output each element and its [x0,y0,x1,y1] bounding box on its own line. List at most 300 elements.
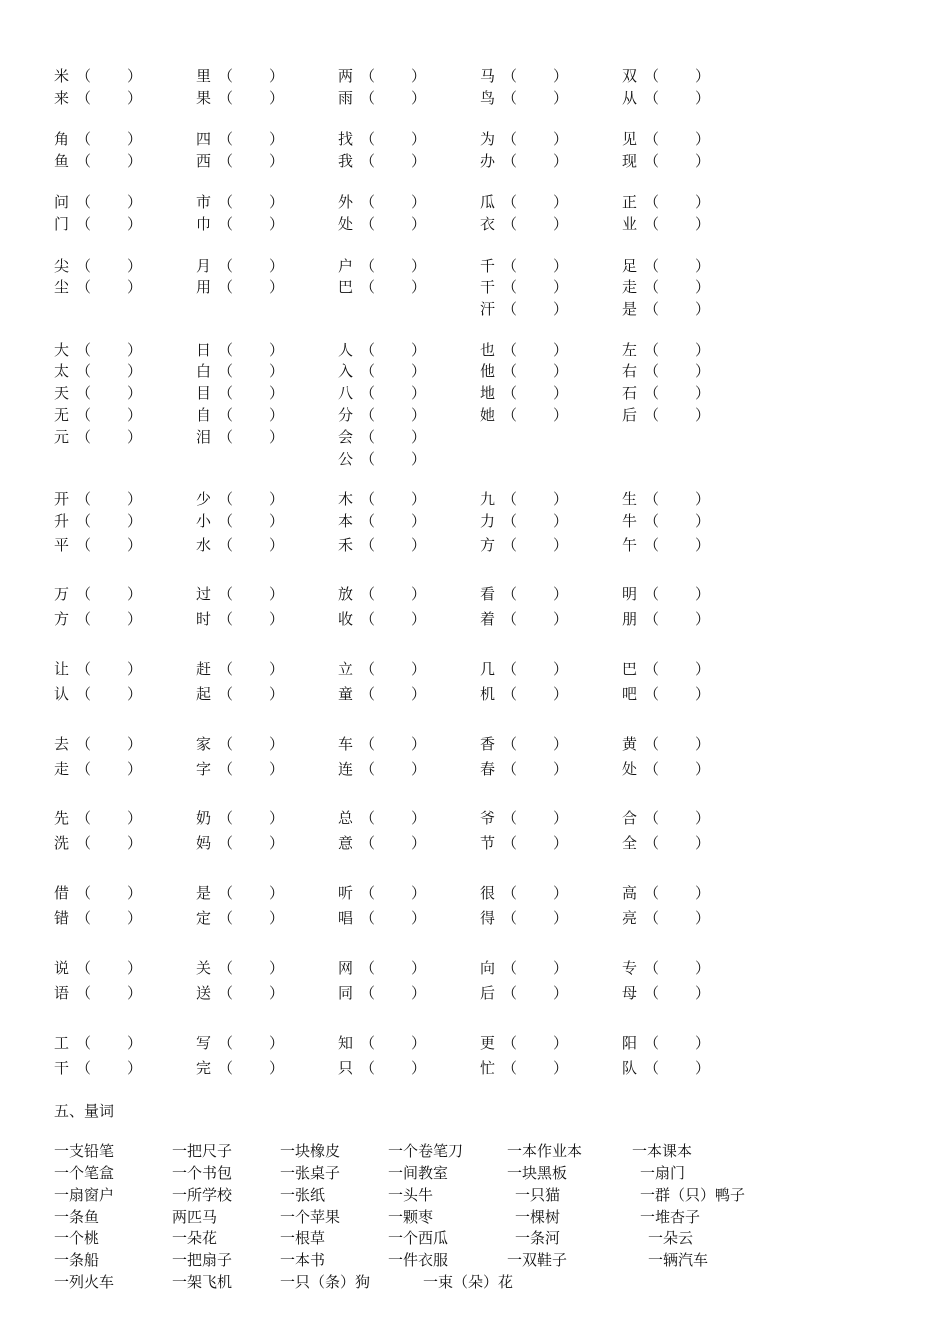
blank-close-bracket: ） [411,384,427,402]
blank-close-bracket: ） [269,490,285,508]
practice-entry [54,406,142,424]
blank-close-bracket: ） [411,490,427,508]
practice-entry [338,909,426,927]
blank-close-bracket: ） [411,512,427,530]
blank-close-bracket: ） [127,1059,143,1077]
blank-open-bracket: （ [360,834,376,852]
blank-open-bracket: （ [76,193,92,211]
blank-close-bracket: ） [411,278,427,296]
practice-entry [338,809,426,827]
practice-character: 明 [622,585,638,603]
blank-close-bracket: ） [695,384,711,402]
practice-entry [338,152,426,170]
practice-entry [338,585,426,603]
practice-character: 高 [622,884,638,902]
practice-character: 童 [338,685,354,703]
blank-open-bracket: （ [76,512,92,530]
blank-close-bracket: ） [411,884,427,902]
practice-character: 语 [54,984,70,1002]
blank-open-bracket: （ [218,341,234,359]
blank-open-bracket: （ [76,984,92,1002]
blank-open-bracket: （ [218,428,234,446]
blank-open-bracket: （ [502,362,518,380]
practice-character: 全 [622,834,638,852]
practice-entry [480,1034,568,1052]
practice-character: 四 [196,130,212,148]
blank-close-bracket: ） [269,428,285,446]
blank-close-bracket: ） [269,959,285,977]
blank-open-bracket: （ [644,909,660,927]
blank-close-bracket: ） [269,585,285,603]
practice-character: 唱 [338,909,354,927]
practice-character: 瓜 [480,193,496,211]
practice-entry [54,660,142,678]
blank-close-bracket: ） [553,152,569,170]
practice-character: 同 [338,984,354,1002]
practice-entry [338,67,426,85]
blank-open-bracket: （ [644,406,660,424]
measure-word-phrase: 一件衣服 [388,1251,449,1269]
blank-open-bracket: （ [644,1059,660,1077]
blank-close-bracket: ） [411,406,427,424]
practice-character: 木 [338,490,354,508]
practice-entry [338,959,426,977]
practice-character: 亮 [622,909,638,927]
practice-entry [196,585,284,603]
practice-character: 关 [196,959,212,977]
practice-entry [54,959,142,977]
blank-open-bracket: （ [76,1059,92,1077]
practice-entry [480,585,568,603]
practice-character: 只 [338,1059,354,1077]
blank-close-bracket: ） [695,585,711,603]
practice-character: 目 [196,384,212,402]
blank-open-bracket: （ [360,67,376,85]
practice-character: 户 [338,257,354,275]
blank-close-bracket: ） [695,300,711,318]
blank-open-bracket: （ [218,67,234,85]
blank-close-bracket: ） [695,257,711,275]
blank-close-bracket: ） [269,257,285,275]
practice-character: 收 [338,610,354,628]
blank-open-bracket: （ [502,735,518,753]
practice-character: 办 [480,152,496,170]
blank-close-bracket: ） [411,834,427,852]
blank-close-bracket: ） [127,884,143,902]
practice-character: 午 [622,536,638,554]
practice-entry [54,278,142,296]
measure-word-phrase: 一棵树 [515,1208,561,1226]
practice-character: 为 [480,130,496,148]
practice-character: 公 [338,450,354,468]
practice-character: 牛 [622,512,638,530]
blank-close-bracket: ） [411,67,427,85]
practice-entry [338,428,426,446]
practice-character: 千 [480,257,496,275]
practice-character: 白 [196,362,212,380]
blank-close-bracket: ） [695,130,711,148]
practice-character: 家 [196,735,212,753]
blank-open-bracket: （ [502,610,518,628]
practice-character: 足 [622,257,638,275]
practice-entry [196,834,284,852]
practice-entry [622,278,710,296]
practice-character: 地 [480,384,496,402]
blank-open-bracket: （ [644,834,660,852]
blank-close-bracket: ） [553,362,569,380]
blank-open-bracket: （ [360,760,376,778]
blank-open-bracket: （ [360,490,376,508]
practice-entry [196,1059,284,1077]
practice-entry [480,215,568,233]
practice-entry [196,490,284,508]
practice-entry [54,341,142,359]
blank-close-bracket: ） [127,406,143,424]
practice-character: 也 [480,341,496,359]
blank-close-bracket: ） [411,341,427,359]
practice-entry [622,406,710,424]
blank-open-bracket: （ [360,536,376,554]
blank-close-bracket: ） [411,760,427,778]
practice-entry [54,760,142,778]
blank-open-bracket: （ [644,67,660,85]
practice-entry [54,1059,142,1077]
blank-close-bracket: ） [127,834,143,852]
practice-character: 向 [480,959,496,977]
practice-entry [54,884,142,902]
blank-open-bracket: （ [360,152,376,170]
blank-close-bracket: ） [553,67,569,85]
practice-character: 很 [480,884,496,902]
practice-entry [480,610,568,628]
blank-close-bracket: ） [127,384,143,402]
practice-entry [338,89,426,107]
practice-entry [196,959,284,977]
practice-character: 处 [338,215,354,233]
blank-close-bracket: ） [127,735,143,753]
blank-open-bracket: （ [218,490,234,508]
measure-word-phrase: 一颗枣 [388,1208,434,1226]
measure-word-phrase: 一束（朵）花 [423,1273,514,1291]
blank-close-bracket: ） [411,1059,427,1077]
practice-entry [54,193,142,211]
blank-open-bracket: （ [76,384,92,402]
blank-close-bracket: ） [411,193,427,211]
blank-open-bracket: （ [76,362,92,380]
practice-entry [480,152,568,170]
practice-character: 太 [54,362,70,380]
practice-character: 得 [480,909,496,927]
blank-close-bracket: ） [695,610,711,628]
practice-character: 外 [338,193,354,211]
practice-character: 来 [54,89,70,107]
blank-open-bracket: （ [502,984,518,1002]
practice-character: 我 [338,152,354,170]
practice-entry [196,67,284,85]
practice-character: 会 [338,428,354,446]
blank-close-bracket: ） [269,193,285,211]
practice-entry [338,384,426,402]
blank-open-bracket: （ [644,130,660,148]
practice-entry [480,834,568,852]
blank-close-bracket: ） [553,300,569,318]
practice-character: 黄 [622,735,638,753]
measure-word-phrase: 一个西瓜 [388,1229,449,1247]
practice-entry [622,685,710,703]
practice-character: 石 [622,384,638,402]
practice-character: 大 [54,341,70,359]
measure-word-phrase: 一扇窗户 [54,1186,115,1204]
blank-open-bracket: （ [360,362,376,380]
blank-close-bracket: ） [411,809,427,827]
practice-character: 少 [196,490,212,508]
practice-entry [622,300,710,318]
practice-character: 几 [480,660,496,678]
blank-close-bracket: ） [411,660,427,678]
blank-close-bracket: ） [553,278,569,296]
practice-entry [622,834,710,852]
practice-character: 去 [54,735,70,753]
blank-close-bracket: ） [269,809,285,827]
practice-character: 找 [338,130,354,148]
practice-character: 果 [196,89,212,107]
blank-open-bracket: （ [76,610,92,628]
practice-entry [622,152,710,170]
practice-entry [54,384,142,402]
blank-close-bracket: ） [695,735,711,753]
practice-entry [196,193,284,211]
blank-open-bracket: （ [502,193,518,211]
blank-open-bracket: （ [76,1034,92,1052]
practice-entry [54,735,142,753]
blank-close-bracket: ） [411,909,427,927]
blank-open-bracket: （ [502,809,518,827]
blank-close-bracket: ） [269,884,285,902]
practice-entry [338,834,426,852]
blank-open-bracket: （ [644,278,660,296]
blank-open-bracket: （ [218,257,234,275]
blank-close-bracket: ） [269,215,285,233]
measure-word-phrase: 一个苹果 [280,1208,341,1226]
practice-entry [54,362,142,380]
blank-close-bracket: ） [411,130,427,148]
blank-open-bracket: （ [502,152,518,170]
blank-close-bracket: ） [695,341,711,359]
practice-character: 着 [480,610,496,628]
practice-character: 鱼 [54,152,70,170]
blank-close-bracket: ） [269,1059,285,1077]
measure-word-phrase: 一张桌子 [280,1164,341,1182]
blank-open-bracket: （ [360,278,376,296]
blank-close-bracket: ） [411,362,427,380]
blank-close-bracket: ） [695,193,711,211]
blank-close-bracket: ） [127,959,143,977]
blank-close-bracket: ） [269,130,285,148]
blank-open-bracket: （ [502,300,518,318]
practice-entry [54,89,142,107]
measure-word-phrase: 一只（条）狗 [280,1273,371,1291]
practice-character: 立 [338,660,354,678]
practice-character: 生 [622,490,638,508]
practice-character: 意 [338,834,354,852]
practice-entry [622,735,710,753]
blank-close-bracket: ） [553,959,569,977]
blank-open-bracket: （ [502,490,518,508]
blank-open-bracket: （ [218,984,234,1002]
practice-character: 说 [54,959,70,977]
practice-character: 处 [622,760,638,778]
blank-close-bracket: ） [695,536,711,554]
blank-open-bracket: （ [502,1034,518,1052]
practice-character: 见 [622,130,638,148]
practice-entry [54,536,142,554]
practice-character: 队 [622,1059,638,1077]
measure-word-phrase: 一堆杏子 [640,1208,701,1226]
blank-open-bracket: （ [360,257,376,275]
blank-open-bracket: （ [644,512,660,530]
blank-close-bracket: ） [695,152,711,170]
blank-open-bracket: （ [502,834,518,852]
blank-open-bracket: （ [644,735,660,753]
blank-open-bracket: （ [360,585,376,603]
measure-word-phrase: 一条船 [54,1251,100,1269]
practice-character: 总 [338,809,354,827]
blank-open-bracket: （ [218,660,234,678]
measure-word-phrase: 一间教室 [388,1164,449,1182]
practice-character: 工 [54,1034,70,1052]
practice-character: 力 [480,512,496,530]
blank-close-bracket: ） [269,685,285,703]
practice-character: 小 [196,512,212,530]
practice-character: 自 [196,406,212,424]
blank-open-bracket: （ [218,278,234,296]
blank-close-bracket: ） [127,257,143,275]
practice-entry [622,257,710,275]
practice-character: 爷 [480,809,496,827]
blank-close-bracket: ） [269,278,285,296]
practice-entry [196,278,284,296]
blank-open-bracket: （ [502,278,518,296]
blank-open-bracket: （ [502,1059,518,1077]
measure-word-phrase: 一个桃 [54,1229,100,1247]
blank-open-bracket: （ [218,685,234,703]
blank-open-bracket: （ [502,130,518,148]
blank-close-bracket: ） [269,760,285,778]
blank-open-bracket: （ [644,193,660,211]
blank-open-bracket: （ [218,536,234,554]
practice-entry [622,193,710,211]
practice-entry [196,536,284,554]
blank-open-bracket: （ [360,1034,376,1052]
practice-character: 月 [196,257,212,275]
practice-character: 本 [338,512,354,530]
blank-close-bracket: ） [411,685,427,703]
practice-character: 万 [54,585,70,603]
practice-character: 后 [622,406,638,424]
practice-entry [54,809,142,827]
blank-open-bracket: （ [360,341,376,359]
blank-open-bracket: （ [360,89,376,107]
blank-close-bracket: ） [127,760,143,778]
practice-character: 错 [54,909,70,927]
practice-entry [54,984,142,1002]
blank-open-bracket: （ [644,152,660,170]
blank-open-bracket: （ [218,215,234,233]
practice-entry [622,585,710,603]
practice-entry [338,406,426,424]
measure-word-phrase: 一块黑板 [507,1164,568,1182]
blank-close-bracket: ） [695,809,711,827]
practice-entry [196,984,284,1002]
blank-close-bracket: ） [411,585,427,603]
blank-close-bracket: ） [269,152,285,170]
measure-word-phrase: 一所学校 [172,1186,233,1204]
practice-character: 角 [54,130,70,148]
blank-close-bracket: ） [127,67,143,85]
practice-entry [338,735,426,753]
practice-entry [54,152,142,170]
blank-close-bracket: ） [411,89,427,107]
practice-entry [54,512,142,530]
practice-character: 巴 [338,278,354,296]
measure-word-phrase: 两匹马 [172,1208,218,1226]
practice-entry [338,130,426,148]
blank-open-bracket: （ [360,428,376,446]
practice-entry [622,215,710,233]
blank-open-bracket: （ [644,536,660,554]
practice-character: 她 [480,406,496,424]
practice-character: 西 [196,152,212,170]
blank-open-bracket: （ [218,406,234,424]
practice-character: 从 [622,89,638,107]
blank-close-bracket: ） [127,130,143,148]
blank-close-bracket: ） [695,89,711,107]
practice-character: 春 [480,760,496,778]
practice-character: 入 [338,362,354,380]
practice-character: 鸟 [480,89,496,107]
blank-open-bracket: （ [218,130,234,148]
blank-open-bracket: （ [502,660,518,678]
blank-close-bracket: ） [269,735,285,753]
practice-character: 母 [622,984,638,1002]
blank-open-bracket: （ [644,490,660,508]
blank-open-bracket: （ [644,760,660,778]
blank-close-bracket: ） [695,884,711,902]
practice-character: 水 [196,536,212,554]
blank-close-bracket: ） [553,1034,569,1052]
blank-open-bracket: （ [76,428,92,446]
practice-entry [338,685,426,703]
practice-entry [196,1034,284,1052]
practice-character: 汗 [480,300,496,318]
blank-open-bracket: （ [76,490,92,508]
practice-character: 专 [622,959,638,977]
blank-open-bracket: （ [644,341,660,359]
practice-character: 阳 [622,1034,638,1052]
practice-entry [480,300,568,318]
blank-open-bracket: （ [502,685,518,703]
practice-entry [622,959,710,977]
practice-character: 问 [54,193,70,211]
blank-close-bracket: ） [553,384,569,402]
practice-entry [480,735,568,753]
practice-character: 业 [622,215,638,233]
practice-entry [196,512,284,530]
measure-word-phrase: 一条鱼 [54,1208,100,1226]
practice-entry [54,1034,142,1052]
blank-close-bracket: ） [411,610,427,628]
blank-close-bracket: ） [269,834,285,852]
